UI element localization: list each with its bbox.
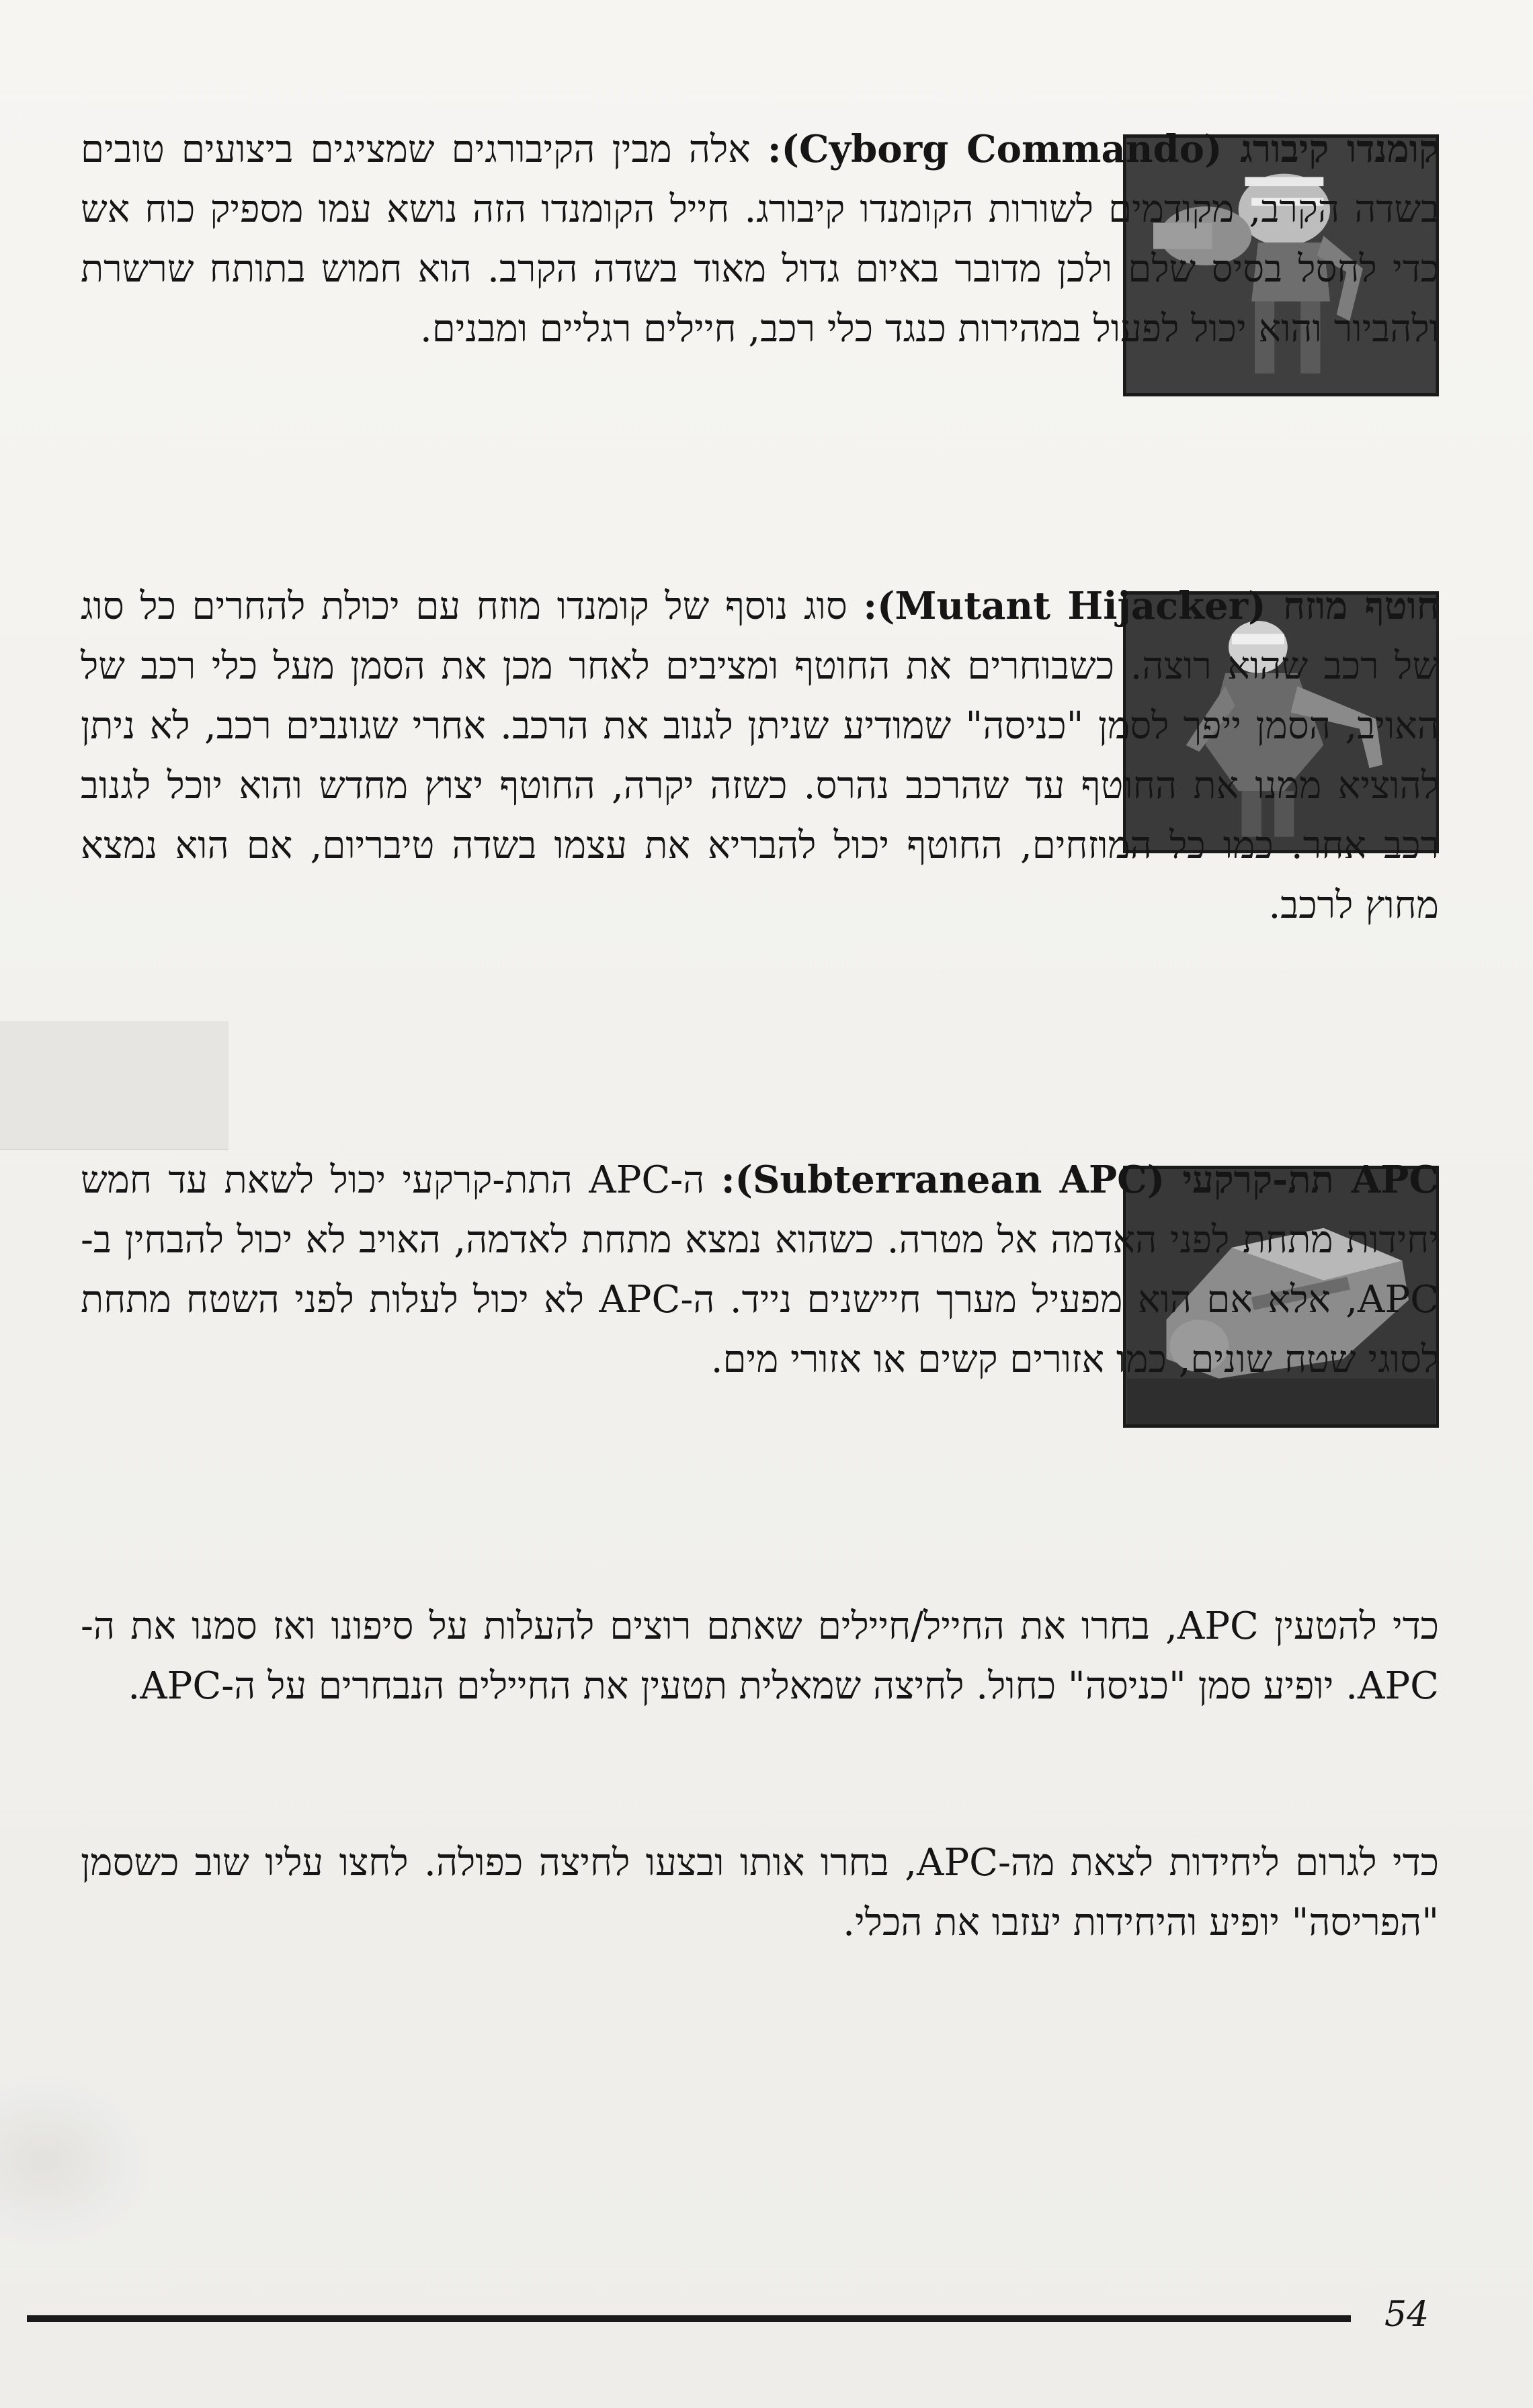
instruction-unload-apc: כדי לגרום ליחידות לצאת מה-APC, בחרו אותו ובצעו לחיצה כפולה. לחצו עליו שוב כשסמן "הפריסה" יופיע והיחידות יעזבו את הכלי.	[81, 1841, 1440, 1944]
section-title: קומנדו קיבורג (Cyborg Commando):	[767, 127, 1440, 171]
paper-tear-mark	[0, 2076, 148, 2244]
section-title: חוטף מוזח (Mutant Hijacker):	[863, 584, 1439, 628]
footer-rule	[27, 2315, 1351, 2322]
page-number: 54	[1384, 2294, 1430, 2335]
paper-fold-mark	[0, 1021, 229, 1150]
section-body: ה-APC התת-קרקעי יכול לשאת עד חמש יחידות מתחת לפני האדמה אל מטרה. כשהוא נמצא מתחת לאדמה, האויב לא יכול להבחין ב-APC, אלא אם הוא מפעיל מערך חיישנים נייד. ה-APC לא יכול לעלות לפני השטח מתחת לסוגי שטח שונים, כמו אזורים קשים או אזורי מים.	[81, 1158, 1440, 1381]
section-body: סוג נוסף של קומנדו מוזח עם יכולת להחרים כל סוג של רכב שהוא רוצה. כשבוחרים את החוטף ומציבים לאחר מכן את הסמן מעל כלי רכב של האויב, הסמן ייפך לסמן "כניסה" שמודיע שניתן לגנוב את הרכב. אחרי שגונבים רכב, לא ניתן להוציא ממנו את החוטף עד שהרכב נהרס. כשזה יקרה, החוטף יצוץ מחדש והוא יוכל לגנוב רכב אחר. כמו כל המוזחים, החוטף יכול להבריא את עצמו בשדה טיבריום, אם הוא נמצא מחוץ לרכב.	[81, 585, 1439, 927]
section-body: אלה מבין הקיבורגים שמציגים ביצועים טובים בשדה הקרב, מקודמים לשורות הקומנדו קיבורג. חייל הקומנדו הזה נושא עמו מספיק כוח אש כדי לחסל בסיס שלם ולכן מדובר באיום גדול מאוד בשדה הקרב. הוא חמוש בתותח שרשרת ולהביור והוא יכול לפעול במהירות כנגד כלי רכב, חיילים רגליים ומבנים.	[81, 128, 1440, 351]
section-title: APC תת-קרקעי (Subterranean APC):	[720, 1158, 1439, 1202]
section-cyborg-commando	[81, 120, 1439, 359]
section-subterranean-apc	[81, 1150, 1439, 1389]
section-mutant-hijacker	[81, 576, 1439, 935]
instruction-load-apc: כדי להטעין APC, בחרו את החייל/חיילים שאתם רוצים להעלות על סיפונו ואז סמנו את ה-APC. יופיע סמן "כניסה" כחול. לחיצה שמאלית תטעין את החיילים הנבחרים על ה-APC.	[81, 1604, 1440, 1708]
